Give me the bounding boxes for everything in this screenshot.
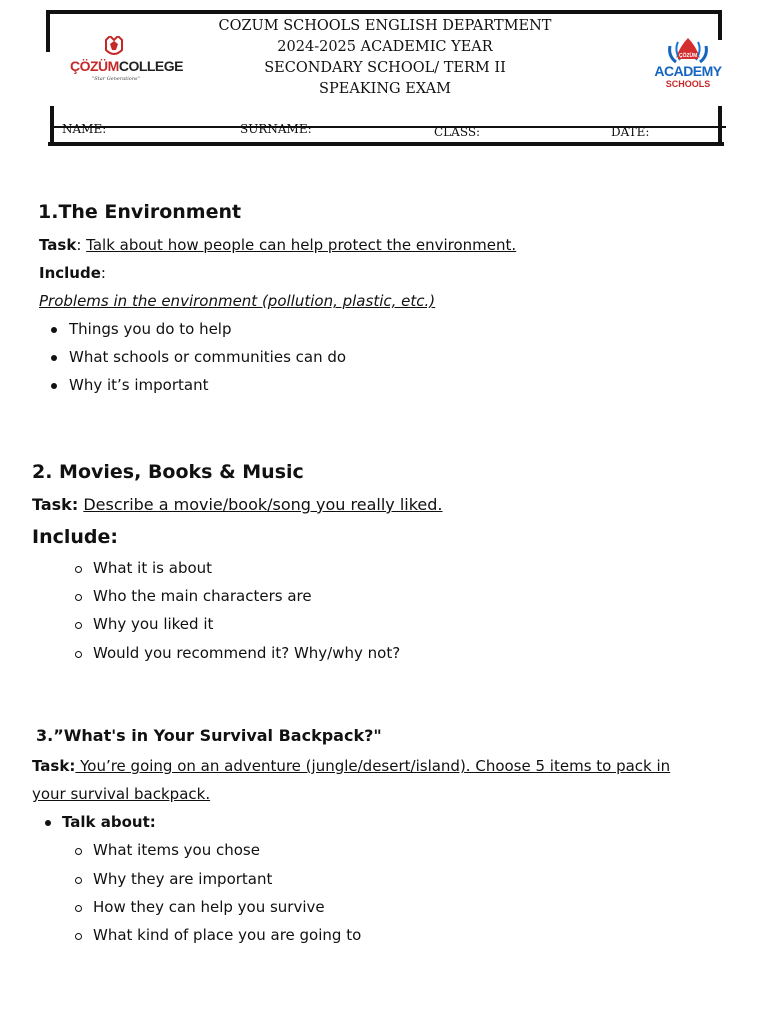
logo-left-brand: ÇÖZÜM: [70, 58, 119, 74]
section2-item-1: What it is about: [93, 559, 213, 577]
circle-bullet-icon: [75, 651, 82, 658]
section3-item-2: Why they are important: [93, 870, 273, 888]
section2-include-label: Include:: [32, 526, 118, 548]
cozum-college-logo: [70, 36, 183, 88]
name-field-label: NAME:: [62, 122, 107, 136]
bullet-icon: [45, 820, 51, 826]
section2-task: [32, 495, 443, 514]
section1-include: Include:: [39, 264, 106, 282]
bullet-icon: [51, 327, 57, 333]
section3-item-4: What kind of place you are going to: [93, 926, 362, 944]
header-line-term: SECONDARY SCHOOL/ TERM II: [264, 60, 506, 76]
section3-item-1: What items you chose: [93, 841, 260, 859]
section2-item-4: Would you recommend it? Why/why not?: [93, 644, 401, 662]
bullet-icon: [51, 383, 57, 389]
surname-field-label: SURNAME:: [240, 122, 312, 136]
cozum-academy-logo: [646, 36, 730, 92]
header-line-exam: SPEAKING EXAM: [319, 81, 451, 97]
section1-include-label: Include: [39, 264, 101, 282]
section3-talk-label: Talk about:: [62, 813, 156, 831]
header-titles: [150, 16, 620, 100]
section1-task: Task: Talk about how people can help protect the environment.: [39, 236, 517, 254]
section1-item-3: Why it’s important: [69, 376, 209, 394]
circle-bullet-icon: [75, 877, 82, 884]
section1-item-2: What schools or communities can do: [69, 348, 347, 366]
section2-item-3: Why you liked it: [93, 615, 214, 633]
logo-right-sub: SCHOOLS: [665, 79, 711, 89]
section3-task-line1: You’re going on an adventure (jungle/desert/island). Choose 5 items to pack in: [75, 757, 671, 775]
section2-task-text: Describe a movie/book/song you really liked.: [83, 495, 443, 514]
section3-title: 3.”What's in Your Survival Backpack?": [36, 726, 382, 745]
section1-problems: Problems in the environment (pollution, plastic, etc.): [39, 292, 436, 310]
date-field-label: DATE:: [611, 125, 650, 139]
section3-task: [32, 757, 670, 775]
section3-item-3: How they can help you survive: [93, 898, 325, 916]
section1-title: 1.The Environment: [38, 201, 242, 223]
logo-left-tagline: "Star Generations": [92, 76, 140, 82]
section1-task-label: Task: [39, 236, 77, 254]
header-border-left-top: [46, 10, 50, 52]
circle-bullet-icon: [75, 594, 82, 601]
section1-item-1: Things you do to help: [69, 320, 232, 338]
header-line-school: COZUM SCHOOLS ENGLISH DEPARTMENT: [218, 18, 552, 34]
header-line-year: 2024-2025 ACADEMIC YEAR: [277, 39, 493, 55]
academy-flame-icon: [646, 36, 730, 66]
header-border-top: [46, 10, 722, 14]
section3-task-line2: your survival backpack.: [32, 785, 211, 803]
circle-bullet-icon: [75, 933, 82, 940]
section2-title: 2. Movies, Books & Music: [32, 461, 304, 483]
section2-item-2: Who the main characters are: [93, 587, 312, 605]
circle-bullet-icon: [75, 848, 82, 855]
circle-bullet-icon: [75, 622, 82, 629]
logo-right-small: ÇÖZÜM: [679, 53, 698, 59]
header-border-bottom: [48, 142, 724, 146]
bullet-icon: [51, 355, 57, 361]
logo-left-word: COLLEGE: [118, 58, 183, 74]
class-field-label: CLASS:: [434, 125, 481, 139]
student-fields: [0, 122, 768, 142]
section3-task-label: Task:: [32, 757, 76, 775]
section2-task-label: Task:: [32, 495, 79, 514]
circle-bullet-icon: [75, 566, 82, 573]
logo-right-word: ACADEMY: [654, 63, 722, 79]
circle-bullet-icon: [75, 905, 82, 912]
section1-task-text: Talk about how people can help protect the environment.: [86, 236, 517, 254]
